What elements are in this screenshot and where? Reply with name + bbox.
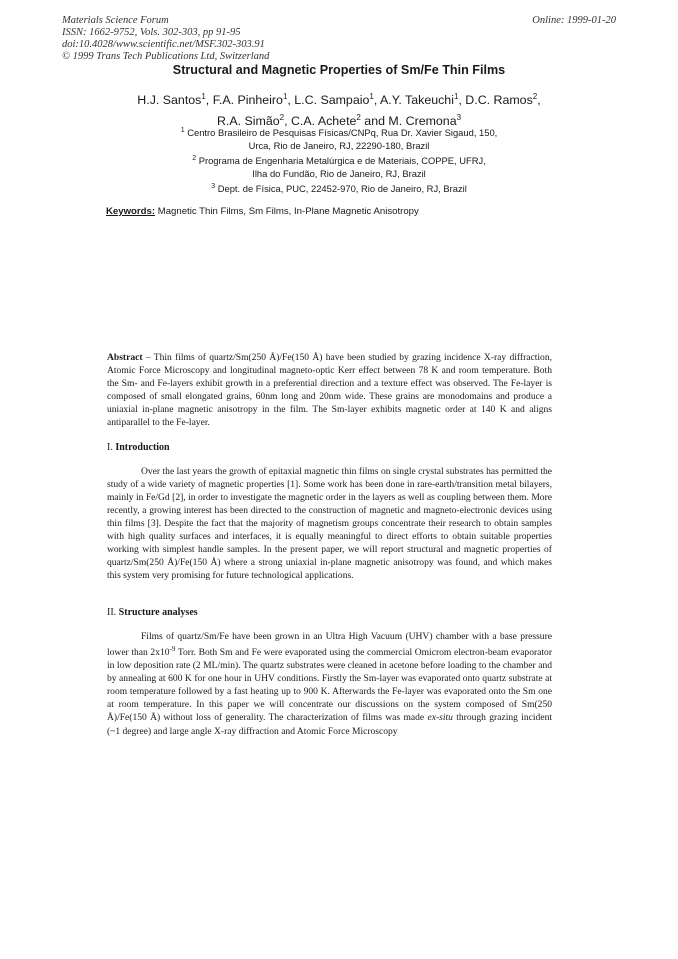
keywords (106, 206, 626, 217)
abstract-label: Abstract (107, 352, 143, 363)
author: R.A. Simão$^2$ (216, 113, 285, 129)
doi-line: doi:10.4028/www.scientific.net/MSF.302-303.91 (62, 39, 265, 50)
publication-info (62, 15, 362, 63)
affiliation: $^1$ Centro Brasileiro de Pesquisas Físicas/CNPq, Rua Dr. Xavier Sigaud, 150, Urca, Rio de Janeiro, RJ, 22290-180, Brazil (180, 127, 498, 152)
author: D.C. Ramos$^2$ (465, 92, 538, 108)
section-heading: II. Structure analyses (107, 607, 198, 618)
author: L.C. Sampaio$^1$ (294, 92, 374, 108)
paper-title: Structural and Magnetic Properties of Sm/Fe Thin Films (172, 63, 506, 77)
copyright-line: © 1999 Trans Tech Publications Ltd, Switzerland (62, 51, 270, 62)
author: F.A. Pinheiro$^1$ (212, 92, 288, 108)
author: M. Cremona$^3$ (388, 113, 462, 129)
author: A.Y. Takeuchi$^1$ (380, 92, 459, 108)
keywords-text: Magnetic Thin Films, Sm Films, In-Plane Magnetic Anisotropy (157, 206, 419, 217)
author-list: H.J. Santos$^1$, F.A. Pinheiro$^1$, L.C. Sampaio$^1$, A.Y. Takeuchi$^1$, D.C. Ramos$^2$, R.A. Simão$^2$, C.A. Achete$^2$ and M. Cremona$^3$ (137, 92, 541, 129)
section-heading: I. Introduction (107, 442, 170, 453)
abstract-text: – Thin films of quartz/Sm(250 Å)/Fe(150 Å) have been studied by grazing incidence X-ray diffraction, Atomic Force Microscopy and longitudinal magneto-optic Kerr effect between 78 K and room temperature. Both the Sm- and Fe-layers exhibit growth in a preferential direction and a texture effect was observed. The Fe-layer is composed of small elongated grains, 60nm long and 20nm wide. These grains are monodomains and produce a uniaxial in-plane magnetic anisotropy in the film. The Sm-layer exhibits magnetic order at 140 K and aligns antiparallel to the Fe-layer. (107, 352, 552, 429)
author: C.A. Achete$^2$ (290, 113, 361, 129)
online-date: Online: 1999-01-20 (532, 15, 616, 26)
abstract (107, 351, 552, 429)
author: H.J. Santos$^1$ (137, 92, 206, 108)
affiliation: $^3$ Dept. de Física, PUC, 22452-970, Rio de Janeiro, RJ, Brazil (211, 183, 467, 195)
section-body: Over the last years the growth of epitaxial magnetic thin films on single crystal substrates has permitted the study of a wide variety of magnetic properties [1]. Some work has been done in rare-earth/transition metal bilayers, mainly in Fe/Gd [2], in order to investigate the magnetic order in the layers as well as coupling between them. More recently, a growing interest has been directed to the construction of magnetic and magneto-electronic devices using thin films [3]. Despite the fact that the majority of magnetism groups concentrate their research to obtain samples with high quality surfaces and interfaces, it is equally meaningful to direct efforts to obtain suitable properties working with simplest handle samples. In the present paper, we will report structural and magnetic properties of quartz/Sm(250 Å)/Fe(150 Å) where a strong uniaxial in-plane magnetic anisotropy was found, and which makes this system very promising for future technological applications. (107, 466, 552, 582)
section-body: Films of quartz/Sm/Fe have been grown in an Ultra High Vacuum (UHV) chamber with a base pressure lower than $2x10^{-9}$ Torr. Both Sm and Fe were evaporated using the commercial Omicrom electron-beam evaporator in low deposition rate (2 ML/min). The quartz substrates were cleaned in acetone before loading to the chamber and by annealing at 600 K for one hour in UHV conditions. Firstly the Sm-layer was evaporated onto quartz substrate at room temperature followed by a fast heating up to 900 K. Afterwards the Fe-layer was evaporated onto the Sm one at room temperature. In this paper we will concentrate our discussions on the system composed of Sm(250 Å)/Fe(150 Å) without loss of generality. The characterization of films was made ex-situ through grazing incident (~1 degree) and large angle X-ray diffraction and Atomic Force Microscopy (107, 631, 552, 737)
keywords-label: Keywords: (106, 206, 156, 217)
journal-name: Materials Science Forum (62, 15, 169, 26)
affiliation: $^2$ Programa de Engenharia Metalúrgica e de Materiais, COPPE, UFRJ, Ilha do Fundão, Rio de Janeiro, RJ, Brazil (192, 155, 486, 180)
issn-line: ISSN: 1662-9752, Vols. 302-303, pp 91-95 (62, 27, 241, 38)
